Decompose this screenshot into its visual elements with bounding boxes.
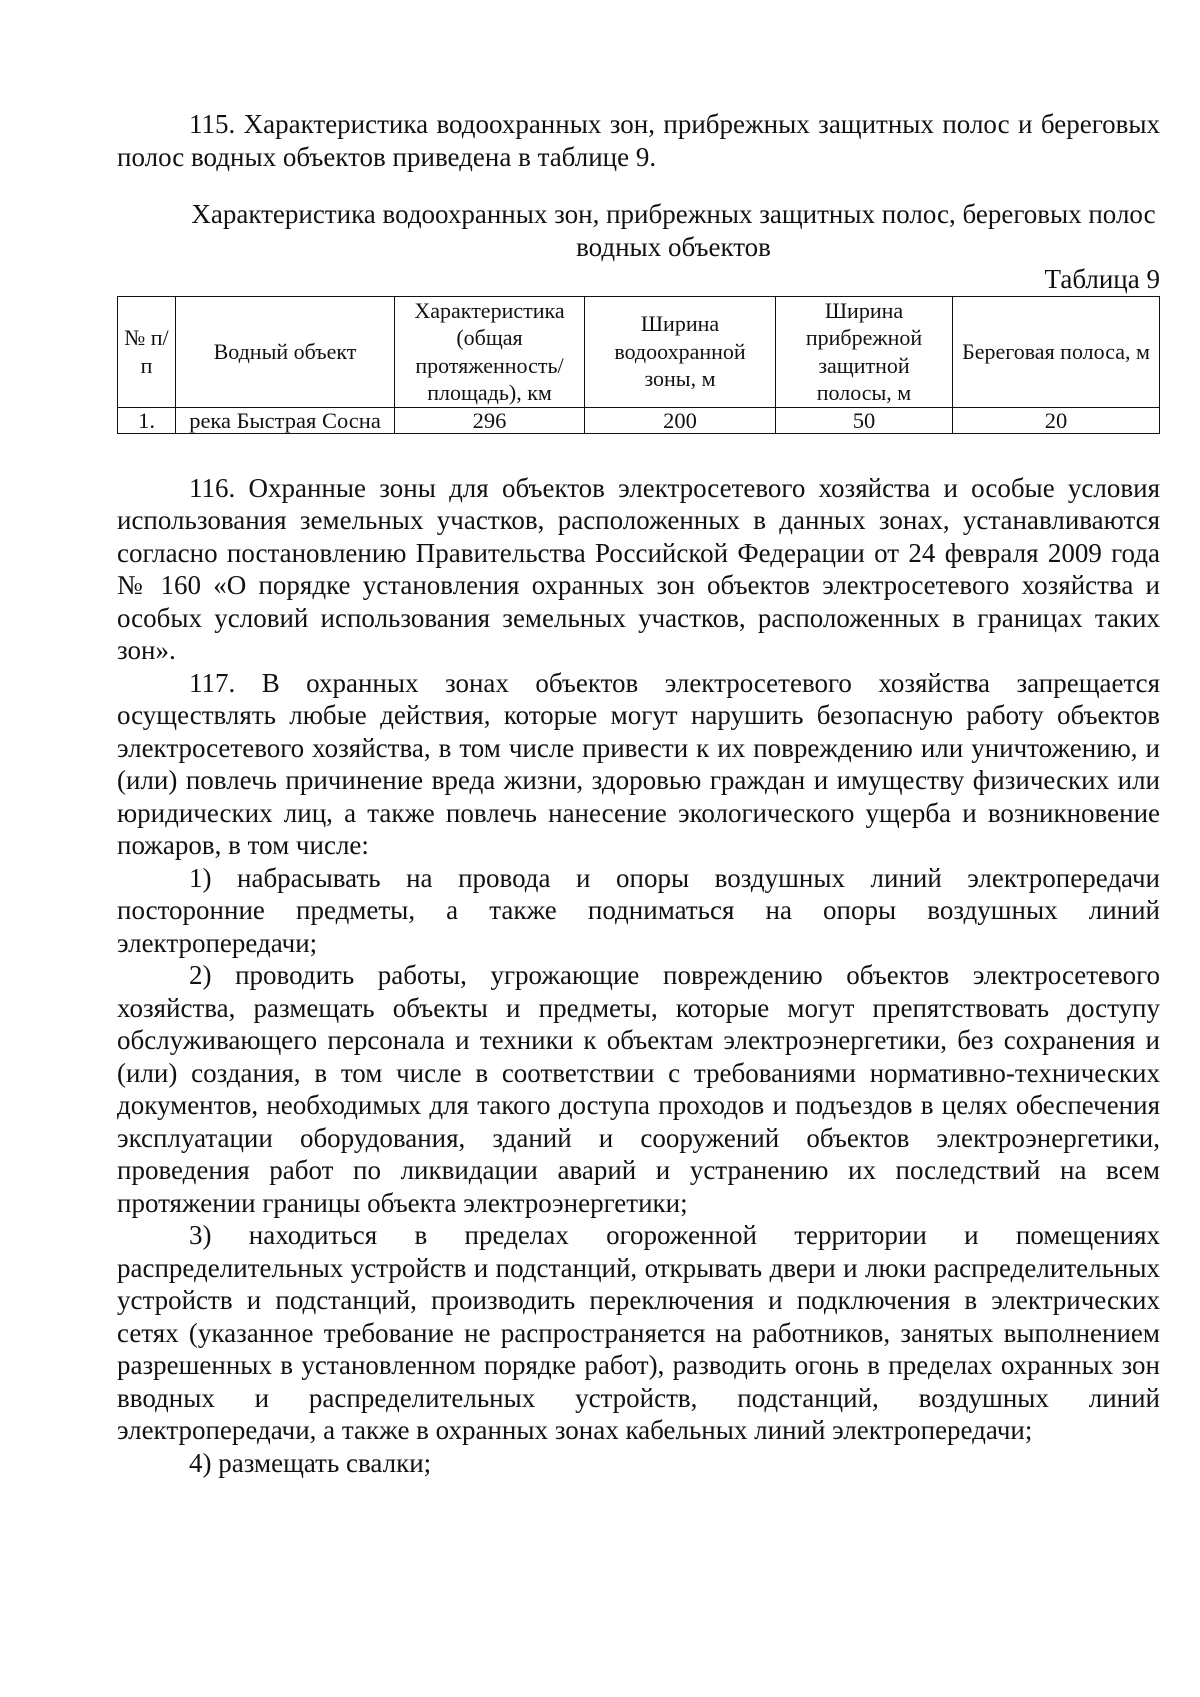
cell-protection-width: 200 [585,407,776,433]
cell-length: 296 [395,407,585,433]
header-water-protection-width: Ширина водоохранной зоны, м [585,296,776,407]
paragraph-116: 116. Охранные зоны для объектов электросетевого хозяйства и особые условия использования земельных участков, расположенных в данных зонах, устанавливаются согласно постановлению Правительства Российской Федерации от 24 февраля 2009 года № 160 «О порядке установления охранных зон объектов электросетевого хозяйства и особых условий использования земельных участков, расположенных в границах таких зон». [117,472,1160,665]
header-number: № п/п [118,296,176,407]
cell-shore-strip: 20 [953,407,1160,433]
cell-number: 1. [118,407,176,433]
header-coastal-strip-width: Ширина прибрежной защитной полосы, м [776,296,953,407]
list-item-2: 2) проводить работы, угрожающие повреждению объектов электросетевого хозяйства, размещать объекты и предметы, которые могут препятствовать доступу обслуживающего персонала и техники к объектам электроэнергетики, без сохранения и (или) создания, в том числе в соответствии с требованиями нормативно-технических документов, необходимых для такого доступа проходов и подъездов в целях обеспечения эксплуатации оборудования, зданий и сооружений объектов электроэнергетики, проведения работ по ликвидации аварий и устранению их последствий на всем протяжении границы объекта электроэнергетики; [117,960,1160,1218]
list-item-1: 1) набрасывать на провода и опоры воздушных линий электропередачи посторонние предметы, а также подниматься на опоры воздушных линий электропередачи; [117,862,1160,958]
list-item-3: 3) находиться в пределах огороженной территории и помещениях распределительных устройств и подстанций, открывать двери и люки распределительных устройств и подстанций, производить переключения и подключения в электрических сетях (указанное требование не распространяется на работников, занятых выполнением разрешенных в установленном порядке работ), разводить огонь в пределах охранных зон вводных и распределительных устройств, подстанций, воздушных линий электропередачи, а также в охранных зонах кабельных линий электропередачи; [117,1220,1160,1445]
document-page [117,108,1160,1479]
paragraph-117: 117. В охранных зонах объектов электросетевого хозяйства запрещается осуществлять любые действия, которые могут нарушить безопасную работу объектов электросетевого хозяйства, в том числе привести к их повреждению или уничтожению, и (или) повлечь причинение вреда жизни, здоровью граждан и имуществу физических или юридических лиц, а также повлечь нанесение экологического ущерба и возникновение пожаров, в том числе: [117,667,1160,860]
paragraph-115: 115. Характеристика водоохранных зон, прибрежных защитных полос и береговых полос водных объектов приведена в таблице 9. [117,109,1160,172]
table-heading: Характеристика водоохранных зон, прибрежных защитных полос, береговых полос водных объектов [191,199,1156,262]
cell-water-object: река Быстрая Сосна [176,407,395,433]
header-characteristic: Характеристика (общая протяженность/ площадь), км [395,296,585,407]
table-header-row [118,296,1160,407]
table-row [118,407,1160,433]
water-zones-table [117,296,1160,434]
header-water-object: Водный объект [176,296,395,407]
list-item-4: 4) размещать свалки; [189,1447,432,1478]
cell-coastal-width: 50 [776,407,953,433]
table-caption: Таблица 9 [1044,264,1160,294]
header-shore-strip: Береговая полоса, м [953,296,1160,407]
